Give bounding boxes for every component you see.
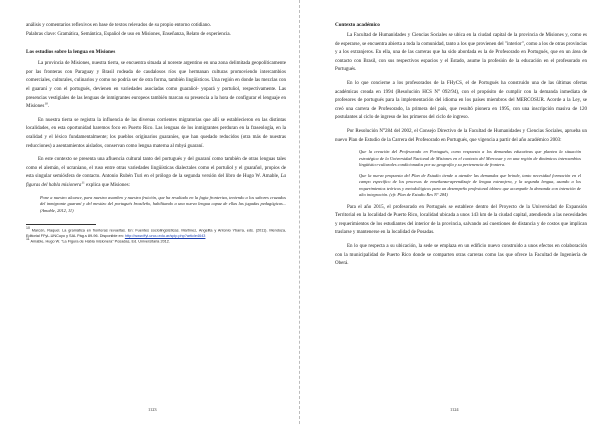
keywords: Palabras clave: Gramática, Semántica, Español de uso en Misiones, Enseñanza, Relato de experiencia. [26,31,231,37]
footnote-10-link[interactable]: http://www.ffyl.uncu.edu.ar/spip.php?article4643 [124,233,206,238]
paragraph-contexto-tail: explica que Misiones: [84,182,130,188]
quote-citation: (Amable, 2012, 11) [40,207,74,213]
footnote-ref-10: 10 [44,101,48,106]
section-title-lengua: Los estudios sobre la lengua en Misiones [26,49,116,56]
footnote-ref-11: 11 [81,180,85,185]
footnote-11 [26,239,286,245]
paragraph-provincia-text: La provincia de Misiones, nuestra tierra, se encuentra situada al noreste argentino en una zona delimitada geopolíticamente por las fronteras con Paraguay y Brasil rodeada de caudalosos ríos que hermanan culturas promoviendo intercambios comerciales, culturales, culinarios y como no podría ser de otra forma, también lingüísticos. Una región en donde las mezclas con el guaraní y con el portugués, devienen en variedades asociadas como guarañol- yopará y portuñol, respectivamente. Las presencias vestigiales de las lenguas de inmigrantes europeos también marcan su presencia a la hora de configurar el lenguaje en Misiones [26,61,286,110]
paragraph-contexto-text: En este contexto se presenta una afluencia cultural tanto del portugués y del guaraní como también de otras lenguas tales como el alemán, el ucraniano, el ruso entre otras variedades lingüísticas dialectales como el portuñol y el guarañol, propios de esta singular semiósfera de contacto. Antonio Rubén Turi en el prólogo de la segunda versión del libro de Hugo W. Amable, [26,157,286,180]
block-quote-plan-2: Que la nueva propuesta del Plan de Estudio tiende a atender las demandas que brinde, tanto necesidad formación en el campo específico de los procesos de enseñanza-aprendizaje de lengua extranjera, y la segunda lengua, usando a los requerimientos teóricos y metodológicos para un desempeño profesional idóneo que acompañe la demanda con intención de alto integración. (cfr. Plan de Estudio Res N° 284) [359,172,581,198]
left-text-column [26,22,286,245]
paragraph-provincia: La provincia de Misiones, nuestra tierra, se encuentra situada al noreste argentino en una zona delimitada geopolíticamente por las fronteras con Paraguay y Brasil rodeada de caudalosos ríos que hermanan culturas promoviendo intercambios comerciales, culturales, culinarios y como no podría ser de otra forma, también lingüísticos. Una región en donde las mezclas con el guaraní y con el portugués, devienen en variedades asociadas como guarañol- yopará y portuñol, respectivamente. Las presencias vestigiales de las lenguas de inmigrantes europeos también marcan su presencia a la hora de configurar el lenguaje en Misiones$^{10}$. [26,61,286,110]
section-title-contexto: Contexto académico [335,22,380,28]
footnote-divider [26,224,96,225]
right-page [300,0,600,424]
footnote-10-text: Marcón, Raquel. La gramática en fronteras revueltas. En: Fuentes sociolingüísticas. Martínez, Angelita y Antonio Ybarra, eds. (2011). Mendoza, Editorial FFyL-UNCuyo y SAL Pág.s 89-96. [26,228,286,238]
footnote-11-text: Amable, Hugo W. "La Figura de Habla misionera" Posadas, Ed. Universitaria 2012. [30,239,170,244]
block-quote-plan-1: Que la creación del Profesorado en Portugués, como respuesta a los demandas educativas que plantea la situación estratégica de la Universidad Nacional de Misiones en el contexto del Mercosur y en una región de dinámicos intercambios lingüístico-culturales condicionados por su geografía y su pertenencia de frontera. [359,149,581,168]
paragraph-expansion: Para el año 2015, el profesorado en Portugués se establece dentro del Proyecto de la Universidad de Expansión Territorial en la localidad de Puerto Rico, localidad ubicada a unos 143 km de la ciudad capital, atendiendo a las necesidades y requerimientos de los estudiantes del interior de la provincia, salvando así cuestiones de distancia y de costos que implican traslarse y mantenerse en la localidad de Posadas. [335,204,587,236]
footnote-10-link-label: Disponible en: [99,233,124,238]
right-text-column [335,22,587,269]
book-title: La figuras del habla misionera [26,174,286,188]
paragraph-migraciones: En nuestra tierra se registra la influencia de las diversas corrientes migratorias que allí se establecieron en las distintas localidades, en esta oportunidad haremos foco en Puerto Rico. Las lenguas de los inmigrantes perduran en la fraseología, en la oralidad y el léxico fundamentalmente; los pueblos originarios guaraníes, que han quedado reducidos (otra más de nuestras reducciones) a asentamientos aislados, conservan como lengua materna al mbyá guaraní. [26,117,286,149]
block-quote-turi [40,195,286,215]
page-number-right: 1124 [450,407,459,412]
quote-text: Pone a nuestro alcance, para nuestra asombro y nuestra fruición, que ha resultado en la fagia fronteriza, teniendo a los sabores cruzados del inmigrante guaraní y del mestizo del portugués brasileño, habilitando a una nueva lengua capaz de ellas las jugadas pedagógicas... [40,194,286,206]
intro-lines: análisis y comentarios reflexivos en base de textos relevados de su propio entorno cotidiano. [26,23,211,28]
paragraph-contexto [26,156,286,190]
paragraph-facultad: La Facultad de Humanidades y Ciencias Sociales se ubica en la ciudad capital de la provincia de Misiones y, como es de esperarse, se encuentra abierta a toda la comunidad, tanto a los que provienen del "interior", como a los de otras provincias y a los extranjeros. En ella, una de las carreras que ha sido abordada es la de Profesorado en Portugués, que en un área de contacto con Brasil, con sus respectivos espacios y el Estado, asume la profesión de la educación en el profesorado en Portugués. [335,33,587,73]
page-number-left: 1123 [148,407,157,412]
paragraph-profesorados: En lo que concierne a los profesorados de la FHyCS, el de Portugués ha construido una de las últimas ofertas académicas creada en 1994 (Resolución HCS N° 092/94), con el propósito de cumplir con la demanda inmediata de profesores de portugués para la implementación del idioma en los países miembros del MERCOSUR. Acorde a la Ley, se creó una carrera de Profesorado, la primera del país, que resultó pionera en 1995, con una inscripción masiva de 120 postulantes al ciclo de ingreso de los primeros del ciclo de ingreso. [335,80,587,121]
footnote-10-number: 10 [26,226,30,230]
footnote-11-number: 11 [26,237,30,242]
paragraph-ubicacion: En lo que respecta a su ubicación, la sede se emplaza en un edificio nuevo construido a unos efectos en colaboración con la municipalidad de Puerto Rico donde se comparten otras carreras como las que ofrece la Facultad de Ingeniería de Oberá. [335,244,587,267]
paragraph-resolucion: Por Resolución N°284 del 2002, el Consejo Directivo de la Facultad de Humanidades y Ciencias Sociales, aprueba un nuevo Plan de Estudio de la Carrera del Profesorado en Portugués, que vigencia a partir del año académico 2003: [335,128,587,143]
